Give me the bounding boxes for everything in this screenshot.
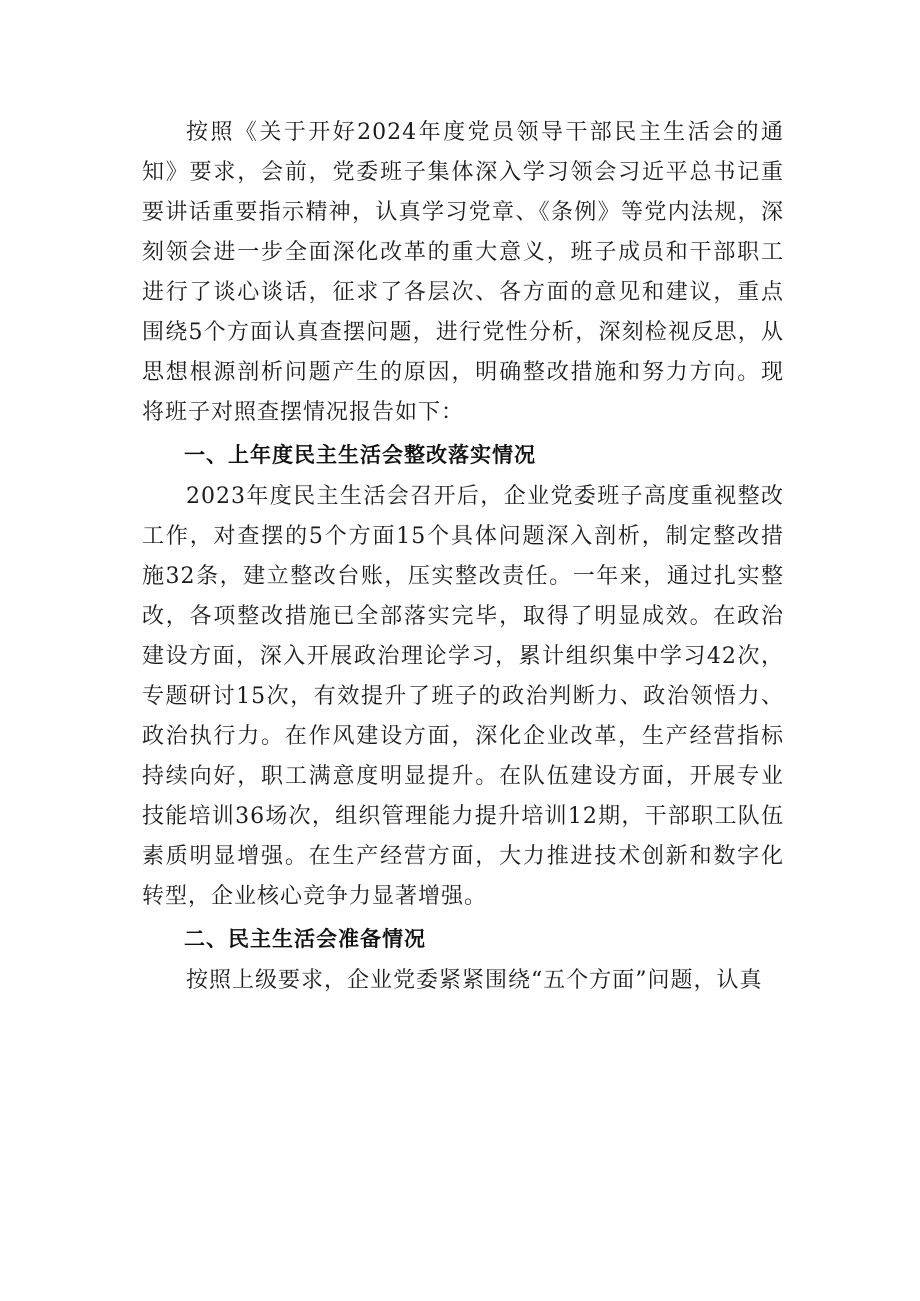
section-2-heading: 二、民主生活会准备情况 — [184, 927, 426, 951]
intro-paragraph: 按照《关于开好2024年度党员领导干部民主生活会的通知》要求，会前，党委班子集体深入学习领会习近平总书记重要讲话重要指示精神，认真学习党章、《条例》等党内法规，深刻领会进一步全面深化改革的重大意义，班子成员和干部职工进行了谈心谈话，征求了各层次、各方面的意见和建议，重点围绕5个方面认真查摆问题，进行党性分析，深刻检视反思，从思想根源剖析问题产生的原因，明确整改措施和努力方向。现将班子对照查摆情况报告如下： — [142, 120, 784, 425]
section-2-paragraph: 按照上级要求，企业党委紧紧围绕“五个方面”问题，认真 — [186, 968, 763, 993]
section-1-paragraph: 2023年度民主生活会召开后，企业党委班子高度重视整改工作，对查摆的5个方面15个具体问题深入剖析，制定整改措施32条，建立整改台账，压实整改责任。一年来，通过扎实整改，各项整改措施已全部落实完毕，取得了明显成效。在政治建设方面，深入开展政治理论学习，累计组织集中学习42次，专题研讨15次，有效提升了班子的政治判断力、政治领悟力、政治执行力。在作风建设方面，深化企业改革，生产经营指标持续向好，职工满意度明显提升。在队伍建设方面，开展专业技能培训36场次，组织管理能力提升培训12期，干部职工队伍素质明显增强。在生产经营方面，大力推进技术创新和数字化转型，企业核心竞争力显著增强。 — [142, 484, 784, 909]
document-body — [142, 113, 784, 1001]
section-1-heading: 一、上年度民主生活会整改落实情况 — [184, 443, 536, 467]
